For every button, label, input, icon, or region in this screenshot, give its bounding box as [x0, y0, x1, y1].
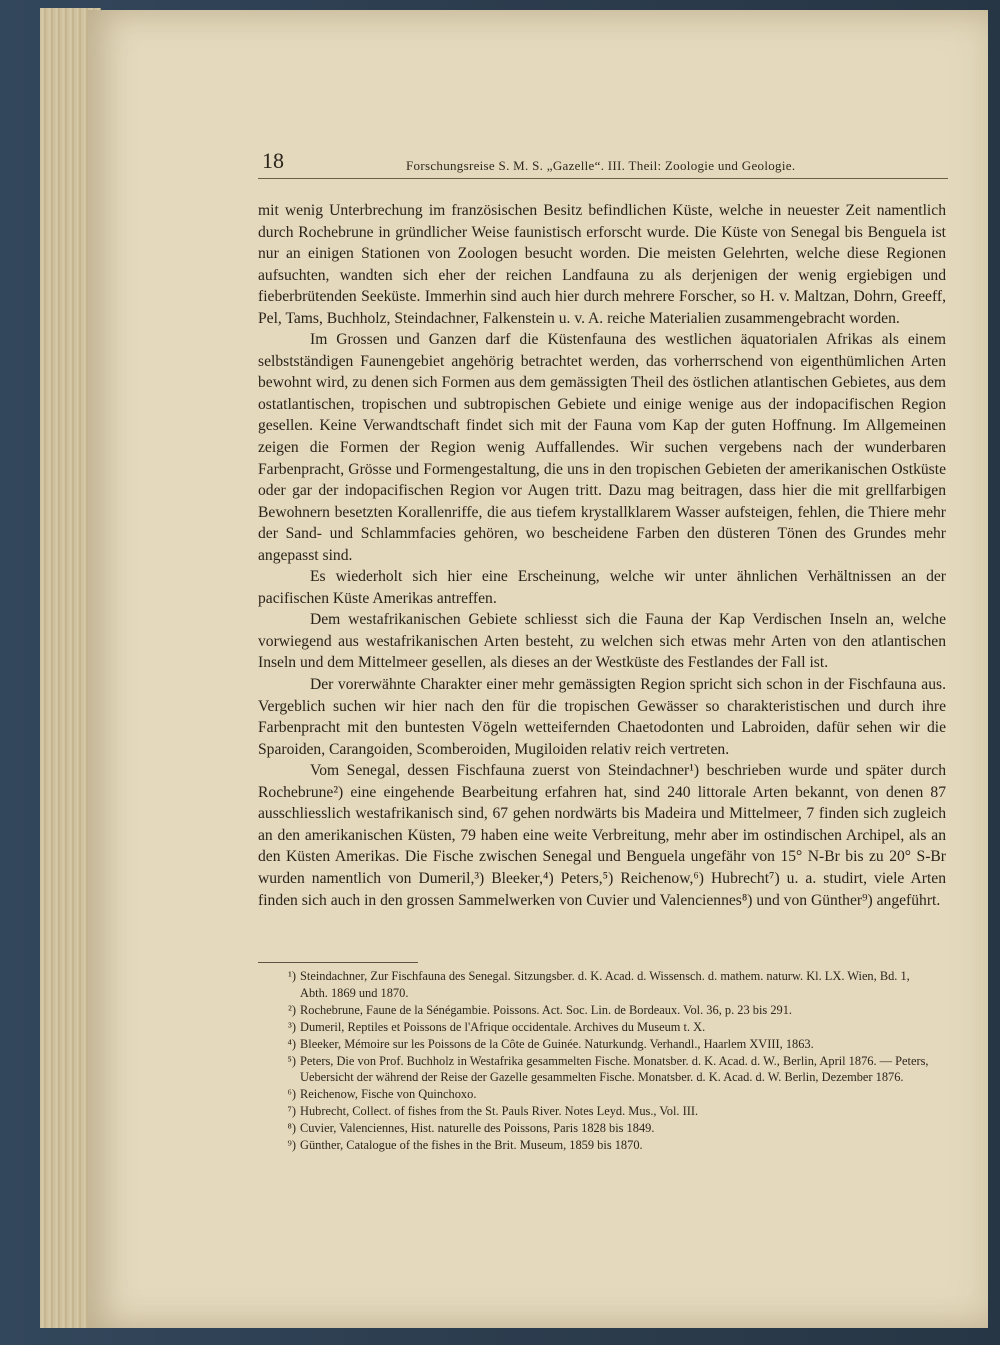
footnotes: [245, 968, 935, 1154]
page-header: [258, 148, 948, 179]
footnote-number: ³): [288, 1019, 296, 1034]
footnote: [245, 1120, 935, 1137]
body-text: [258, 200, 946, 911]
paragraph: Es wiederholt sich hier eine Erscheinung, welche wir unter ähnlichen Verhältnissen an der pacifischen Küste Amerikas antreffen.: [258, 568, 946, 607]
footnote-text: Steindachner, Zur Fischfauna des Senegal. Sitzungsber. d. K. Acad. d. Wissensch. d. mathem. naturw. Kl. LX. Wien, Bd. 1, Abth. 1869 und 1870.: [300, 969, 910, 1000]
footnote: [245, 1103, 935, 1120]
footnote: [245, 1137, 935, 1154]
footnote-number: ⁴): [287, 1036, 296, 1051]
footnote: [245, 968, 935, 1002]
footnote-rule: [258, 962, 418, 963]
footnote-text: Günther, Catalogue of the fishes in the Brit. Museum, 1859 bis 1870.: [300, 1138, 643, 1153]
footnote: [245, 1002, 935, 1019]
footnote: [245, 1053, 935, 1087]
footnote-text: Reichenow, Fische von Quinchoxo.: [300, 1087, 477, 1102]
footnote-text: Rochebrune, Faune de la Sénégambie. Poissons. Act. Soc. Lin. de Bordeaux. Vol. 36, p. 23 bis 291.: [300, 1002, 793, 1017]
footnote-number: ⁶): [287, 1087, 296, 1102]
footnote-text: Dumeril, Reptiles et Poissons de l'Afrique occidentale. Archives du Museum t. X.: [300, 1019, 706, 1034]
paragraph: Im Grossen und Ganzen darf die Küstenfauna des westlichen äquatorialen Afrikas als einem selbstständigen Faunengebiet angehörig betrachtet werden, das vorherrschend von eigenthümlichen Arten bewohnt wird, zu denen sich Formen aus dem gemässigten Theil des östlichen atlantischen Gebietes, aus dem ostatlantischen, tropischen und subtropischen Gebiete und einige wenige aus der indopacifischen Region gesellen. Keine Verwandtschaft findet sich mit der Fauna vom Kap der guten Hoffnung. Im Allgemeinen zeigen die Formen der Region wenig Auffallendes. Wir suchen vergebens nach der wunderbaren Farbenpracht, Grösse und Formengestaltung, die uns in den tropischen Gebieten der amerikanischen Ostküste oder gar der indopacifischen Region vor Augen tritt. Dazu mag beitragen, dass hier die mit grellfarbigen Bewohnern besetzten Korallenriffe, die aus tiefem krystallklarem Wasser aufsteigen, fehlen, die Thiere mehr der Sand- und Schlammfacies gehören, wo bescheidene Farben den düsteren Tönen des Grundes mehr angepasst sind.: [258, 331, 946, 564]
paragraph: Der vorerwähnte Charakter einer mehr gemässigten Region spricht sich schon in der Fischfauna aus. Vergeblich suchen wir hier nach den für die tropischen Gewässer so charakteristischen und durch ihre Farbenpracht mit den buntesten Vögeln wetteifernden Chaetodonten und Labroiden, dafür sehen wir die Sparoiden, Carangoiden, Scomberoiden, Mugiloiden relativ reich vertreten.: [258, 676, 946, 758]
footnote-number: ²): [288, 1002, 296, 1017]
footnote-number: ⁷): [287, 1104, 296, 1119]
footnote-number: ⁹): [287, 1138, 296, 1153]
paragraph: mit wenig Unterbrechung im französischen Besitz befindlichen Küste, welche in neuester Zeit namentlich durch Rochebrune in gründlicher Weise faunistisch erforscht wurde. Die Küste von Senegal bis Benguela ist nur an einigen Stationen von Zoologen besucht worden. Die meisten Gelehrten, welche diese Regionen aufsuchten, wandten sich eher der reichen Landfauna zu als derjenigen der wenig ergiebigen und fieberbrütenden Seeküste. Immerhin sind auch hier durch mehrere Forscher, so H. v. Maltzan, Dohrn, Greeff, Pel, Tams, Buchholz, Steindachner, Falkenstein u. v. A. reiche Materialien zusammengebracht worden.: [258, 202, 946, 327]
footnote: [245, 1086, 935, 1103]
footnote-number: ⁵): [287, 1053, 296, 1068]
footnote: [245, 1036, 935, 1053]
page-number: 18: [262, 148, 284, 173]
running-head: Forschungsreise S. M. S. „Gazelle“. III. Theil: Zoologie und Geologie.: [406, 158, 796, 173]
footnote-number: ⁸): [287, 1121, 296, 1136]
paragraph: Vom Senegal, dessen Fischfauna zuerst von Steindachner¹) beschrieben wurde und später durch Rochebrune²) eine eingehende Bearbeitung erfahren hat, sind 240 littorale Arten bekannt, von denen 87 ausschliesslich westafrikanisch sind, 67 gehen nordwärts bis Madeira und Mittelmeer, 7 finden sich zugleich an den amerikanischen Küsten, 79 haben eine weite Verbreitung, mehr aber im ostindischen Archipel, als an den Küsten Amerikas. Die Fische zwischen Senegal und Benguela ungefähr von 15° N-Br bis zu 20° S-Br wurden namentlich von Dumeril,³) Bleeker,⁴) Peters,⁵) Reichenow,⁶) Hubrecht⁷) u. a. studirt, viele Arten finden sich auch in den grossen Sammelwerken von Cuvier und Valenciennes⁸) und von Günther⁹) angeführt.: [258, 762, 946, 909]
footnote: [245, 1019, 935, 1036]
footnote-number: ¹): [288, 969, 296, 983]
paragraph: Dem westafrikanischen Gebiete schliesst sich die Fauna der Kap Verdischen Inseln an, welche vorwiegend aus westafrikanischen Arten besteht, zu welchen sich etwas mehr Arten von den atlantischen Inseln und dem Mittelmeer gesellen, als dieses an der Westküste des Festlandes der Fall ist.: [258, 611, 946, 672]
footnote-text: Cuvier, Valenciennes, Hist. naturelle des Poissons, Paris 1828 bis 1849.: [300, 1121, 655, 1136]
footnote-text: Hubrecht, Collect. of fishes from the St. Pauls River. Notes Leyd. Mus., Vol. III.: [300, 1104, 699, 1119]
footnote-text: Peters, Die von Prof. Buchholz in Westafrika gesammelten Fische. Monatsber. d. K. Acad. d. W., Berlin, April 1876. — Peters, Uebersicht der während der Reise der Gazelle gesammelten Fische. Monatsber. d. K. Acad. d. W. Berlin, Dezember 1876.: [300, 1053, 929, 1085]
footnote-text: Bleeker, Mémoire sur les Poissons de la Côte de Guinée. Naturkundg. Verhandl., Haarlem XVIII, 1863.: [300, 1036, 814, 1051]
